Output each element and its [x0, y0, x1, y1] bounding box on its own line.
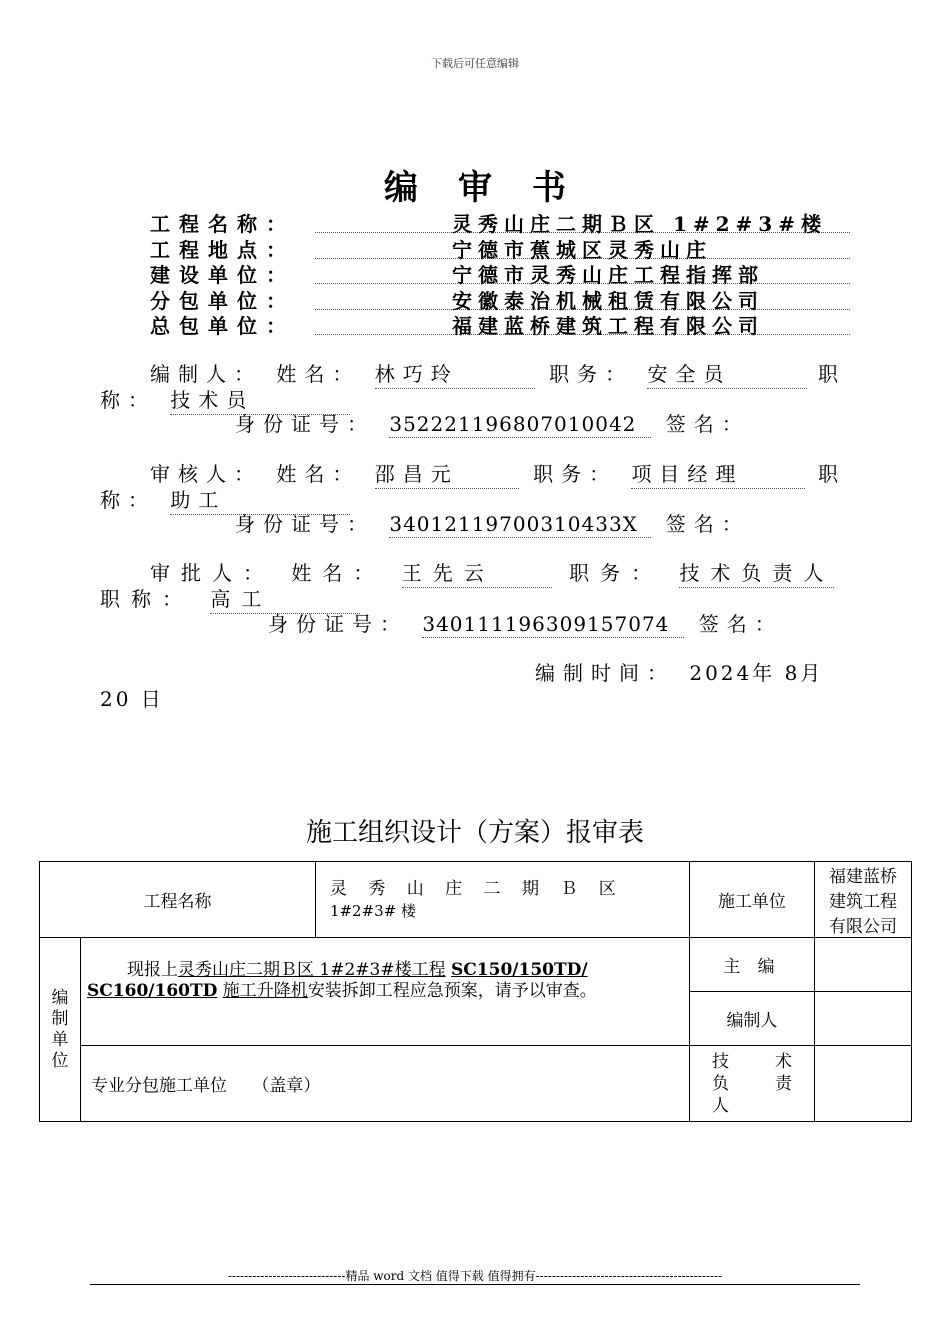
subcontractor-value: 安徽泰治机械租赁有限公司 [452, 289, 764, 313]
subcontractor-seal-cell [81, 1046, 690, 1122]
submission-project: 灵秀山庄二期Ｂ区 1#2#3#楼工程 [178, 960, 446, 980]
reviewer-title-label-a: 职 [818, 462, 846, 486]
project-location-value: 宁德市蕉城区灵秀山庄 [452, 238, 712, 262]
compiler-role-label: 编制人： [150, 362, 262, 386]
tech-head-char-1: 技 [711, 1051, 729, 1072]
subcontractor-seal-label: 专业分包施工单位 [91, 1076, 227, 1096]
compiler-line-3 [235, 408, 750, 438]
reviewer-post-label: 职务： [533, 462, 618, 486]
reviewer-line-3 [235, 508, 750, 538]
approver-id: 340111196309157074 [422, 612, 684, 638]
approver-title: 高工 [210, 583, 360, 614]
reviewer-role-label: 审核人： [150, 462, 262, 486]
chief-editor-label: 主 编 [689, 938, 814, 992]
compiler-value-cell [814, 992, 911, 1046]
compiler-sign-label: 签名： [665, 412, 750, 436]
construction-unit-header: 施工单位 [689, 862, 814, 938]
project-name-value: 灵秀山庄二期Ｂ区 1#2#3#楼 [452, 212, 827, 236]
compiler-id-label: 身份证号： [235, 412, 375, 436]
compiler-title: 技术员 [170, 384, 350, 415]
tech-head-char-4: 责 [774, 1073, 792, 1094]
project-name-label: 工程名称： [150, 212, 295, 236]
tech-head-row-2 [712, 1073, 792, 1095]
approver-id-label: 身份证号： [268, 612, 408, 636]
compiler-post: 安全员 [647, 358, 807, 389]
construction-unit-cell: 福建蓝桥建筑工程有限公司 [814, 862, 911, 938]
subcontractor-label: 分包单位： [150, 289, 295, 313]
header-note: 下载后可任意编辑 [431, 57, 519, 70]
tech-head-char-2: 术 [774, 1051, 792, 1072]
submission-equipment: 施工升降机 [222, 981, 308, 1001]
tech-head-char-3: 负 [711, 1073, 729, 1094]
tech-head-char-5: 人 [711, 1095, 729, 1116]
footer-divider [90, 1284, 860, 1285]
seal-label: （盖章） [252, 1076, 321, 1096]
compiler-label-cell: 编制人 [689, 992, 814, 1046]
submission-models: SC150/150TD/ SC160/160TD [87, 960, 588, 1001]
compile-date-b: 20 日 [100, 687, 164, 711]
reviewer-title-label-b: 称： [100, 488, 156, 512]
approver-name: 王先云 [402, 557, 552, 588]
compile-time-label: 编制时间： [535, 661, 675, 685]
compiling-unit-side-label [40, 938, 81, 1122]
compiler-name: 林巧玲 [375, 358, 535, 389]
reviewer-id: 34012119700310433X [389, 512, 651, 538]
reviewer-name: 邵昌元 [375, 458, 519, 489]
compiler-name-label: 姓名： [276, 362, 361, 386]
compile-date-a: 2024年 8月 [689, 661, 824, 685]
approver-post-label: 职务： [569, 561, 663, 585]
approver-title-label: 职称： [100, 587, 193, 611]
reviewer-post: 项目经理 [631, 458, 805, 489]
approver-role-label: 审批人： [150, 561, 274, 585]
compiler-title-label-a: 职 [818, 362, 846, 386]
project-name-header: 工程名称 [40, 862, 316, 938]
side-char-3: 单 [51, 1029, 69, 1050]
document-title: 编审书 [384, 168, 606, 208]
compiler-title-label-b: 称： [100, 388, 156, 412]
submission-text [81, 938, 690, 1046]
side-char-2: 制 [51, 1008, 69, 1029]
builder-label: 建设单位： [150, 263, 295, 287]
submission-prefix: 现报上 [127, 960, 178, 980]
project-name-cell-line-2: 1#2#3# 楼 [329, 901, 417, 920]
approver-line-3 [268, 608, 783, 638]
project-name-cell [315, 862, 689, 938]
project-location-label: 工程地点： [150, 238, 295, 262]
general-contractor-value: 福建蓝桥建筑工程有限公司 [452, 314, 764, 338]
compile-time [535, 657, 823, 686]
chief-editor-value [814, 938, 911, 992]
footer-note: -----------------------------精品 word 文档 值得下载 值得拥有---------------------------------------------- [227, 1269, 723, 1283]
reviewer-title: 助工 [170, 484, 350, 515]
general-contractor-label: 总包单位： [150, 314, 295, 338]
approver-sign-label: 签名： [698, 612, 783, 636]
tech-head-row-1 [712, 1051, 792, 1073]
compiler-id: 352221196807010042 [389, 412, 651, 438]
project-name-cell-line-1: 灵 秀 山 庄 二 期 Ｂ 区 [329, 878, 624, 899]
submission-suffix: 安装拆卸工程应急预案，请予以审查。 [307, 981, 597, 1001]
report-table-title: 施工组织设计（方案）报审表 [305, 818, 644, 848]
side-char-1: 编 [51, 987, 69, 1008]
compiler-post-label: 职务： [549, 362, 634, 386]
side-char-4: 位 [51, 1050, 69, 1071]
builder-value: 宁德市灵秀山庄工程指挥部 [452, 263, 764, 287]
reviewer-sign-label: 签名： [665, 512, 750, 536]
approver-post: 技术负责人 [679, 557, 834, 588]
approver-name-label: 姓名： [291, 561, 385, 585]
tech-head-value-cell [814, 1046, 911, 1122]
reviewer-name-label: 姓名： [276, 462, 361, 486]
reviewer-id-label: 身份证号： [235, 512, 375, 536]
tech-head-label-cell [689, 1046, 814, 1122]
report-table [39, 861, 912, 1122]
